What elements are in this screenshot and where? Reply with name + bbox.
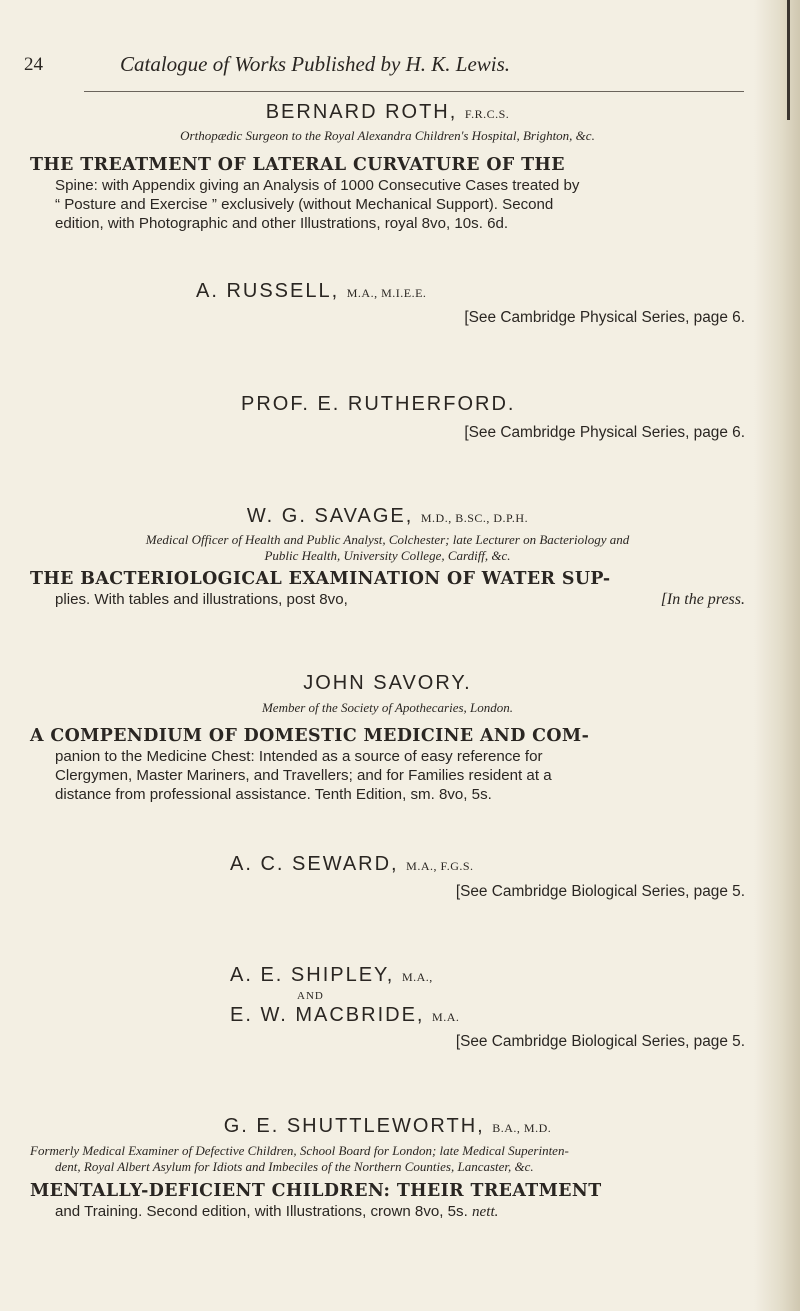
entry-roth xyxy=(30,101,745,124)
conjunction: AND xyxy=(297,990,324,1002)
page-number: 24 xyxy=(24,54,43,75)
book-title: MENTALLY-DEFICIENT CHILDREN: THEIR TREATMENT xyxy=(30,1181,602,1201)
author-name: E. W. MACBRIDE, M.A. xyxy=(230,1004,460,1026)
price-note: nett. xyxy=(472,1204,499,1220)
entry-shuttleworth xyxy=(30,1115,745,1138)
text-line: Public Health, University College, Cardiff, &c. xyxy=(264,548,511,563)
book-description xyxy=(55,176,745,233)
entry-rutherford xyxy=(241,393,746,416)
co-author xyxy=(230,1004,745,1027)
book-title: A COMPENDIUM OF DOMESTIC MEDICINE AND COM- xyxy=(30,726,590,746)
running-header xyxy=(24,46,744,86)
entry-savory xyxy=(30,672,745,695)
author-name: BERNARD ROTH, F.R.C.S. xyxy=(265,101,510,123)
text-line: Clergymen, Master Mariners, and Travellers; and for Families resident at a xyxy=(55,767,552,784)
author-name: A. RUSSELL, M.A., M.I.E.E. xyxy=(196,280,427,302)
book-title: THE BACTERIOLOGICAL EXAMINATION OF WATER SUP- xyxy=(30,569,611,589)
entry-seward xyxy=(230,853,745,876)
page-edge-shadow xyxy=(754,0,800,1311)
book-description xyxy=(55,590,745,609)
credentials: Member of the Society of Apothecaries, London. xyxy=(261,700,514,715)
text-line: distance from professional assistance. Tenth Edition, sm. 8vo, 5s. xyxy=(55,786,492,803)
cross-reference: [See Cambridge Physical Series, page 6. xyxy=(464,424,745,441)
text-line: Medical Officer of Health and Public Analyst, Colchester; late Lecturer on Bacteriology and xyxy=(145,532,630,547)
text-line: and Training. Second edition, with Illustrations, crown 8vo, 5s. xyxy=(55,1203,468,1220)
text-line: edition, with Photographic and other Illustrations, royal 8vo, 10s. 6d. xyxy=(55,215,509,232)
entry-shipley xyxy=(230,964,745,987)
header-rule xyxy=(84,91,744,92)
author-name: A. E. SHIPLEY, M.A., xyxy=(230,964,433,986)
author-name: PROF. E. RUTHERFORD. xyxy=(241,393,516,415)
running-title: Catalogue of Works Published by H. K. Lewis. xyxy=(120,52,511,76)
entry-savage xyxy=(30,505,745,528)
entry-russell xyxy=(196,280,746,303)
text-line: dent, Royal Albert Asylum for Idiots and Imbeciles of the Northern Counties, Lancaster, &c. xyxy=(55,1159,534,1174)
cross-reference: [See Cambridge Biological Series, page 5. xyxy=(455,1033,745,1050)
author-name: JOHN SAVORY. xyxy=(303,672,472,694)
author-name: A. C. SEWARD, M.A., F.G.S. xyxy=(230,853,474,875)
author-name: W. G. SAVAGE, M.D., B.SC., D.P.H. xyxy=(246,505,529,527)
book-description xyxy=(55,1202,745,1222)
credentials xyxy=(30,1143,745,1175)
publication-note: [In the press. xyxy=(660,591,745,608)
text-line: panion to the Medicine Chest: Intended as a source of easy reference for xyxy=(55,748,543,765)
cross-reference: [See Cambridge Physical Series, page 6. xyxy=(464,309,745,326)
text-line: plies. With tables and illustrations, post 8vo, xyxy=(55,591,348,608)
cross-reference: [See Cambridge Biological Series, page 5. xyxy=(455,883,745,900)
credentials xyxy=(30,532,745,564)
text-line: “ Posture and Exercise ” exclusively (without Mechanical Support). Second xyxy=(55,196,554,213)
credentials: Orthopædic Surgeon to the Royal Alexandra Children's Hospital, Brighton, &c. xyxy=(180,128,595,143)
text-line: Formerly Medical Examiner of Defective Children, School Board for London; late Medical Superinten- xyxy=(30,1143,569,1158)
book-title: THE TREATMENT OF LATERAL CURVATURE OF THE xyxy=(30,155,565,175)
text-line: Spine: with Appendix giving an Analysis of 1000 Consecutive Cases treated by xyxy=(55,177,580,194)
book-description xyxy=(55,747,745,804)
author-name: G. E. SHUTTLEWORTH, B.A., M.D. xyxy=(223,1115,552,1137)
